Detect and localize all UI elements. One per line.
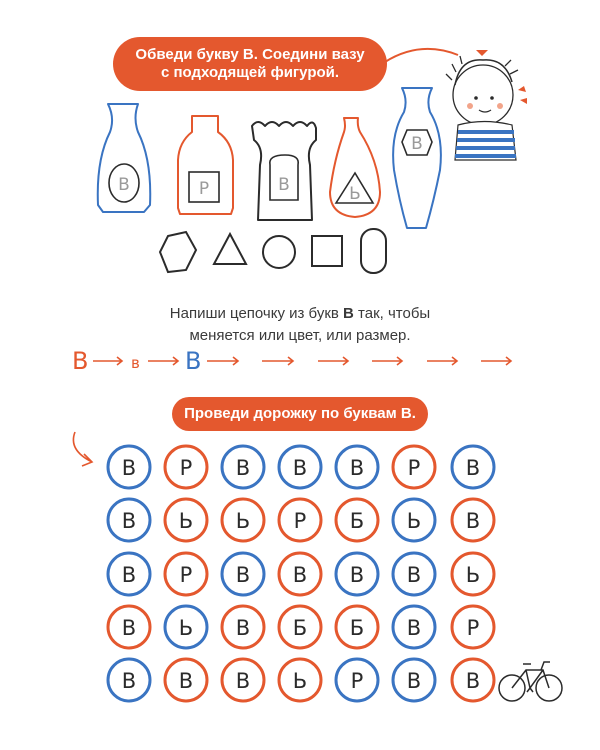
- grid-cell[interactable]: [222, 659, 264, 701]
- grid-letter: Б: [292, 616, 308, 640]
- grid-cell[interactable]: [336, 659, 378, 701]
- grid-cell[interactable]: [393, 606, 435, 648]
- task1-instruction-line2: с подходящей фигурой.: [160, 64, 340, 81]
- grid-cell[interactable]: [393, 659, 435, 701]
- grid-letter: Ь: [178, 509, 194, 533]
- chain-letter-2: в: [131, 354, 140, 372]
- grid-letter: В: [292, 456, 308, 480]
- arrow-icon: [318, 357, 348, 365]
- grid-letter: В: [121, 456, 137, 480]
- grid-cell[interactable]: [279, 446, 321, 488]
- grid-cell[interactable]: [279, 606, 321, 648]
- grid-cell[interactable]: [222, 446, 264, 488]
- grid-letter: В: [349, 563, 365, 587]
- grid-cell[interactable]: [336, 606, 378, 648]
- task2-text-before: Напиши цепочку из букв: [169, 305, 344, 322]
- grid-letter: Ь: [235, 509, 251, 533]
- grid-cell[interactable]: [165, 606, 207, 648]
- vase-3-letter: В: [278, 175, 290, 195]
- grid-cell[interactable]: [452, 553, 494, 595]
- grid-cell[interactable]: [165, 659, 207, 701]
- circle-icon[interactable]: [263, 236, 295, 268]
- arrow-icon: [372, 357, 402, 365]
- grid-cell[interactable]: [108, 499, 150, 541]
- arrow-icon: [262, 357, 293, 365]
- grid-letter: В: [235, 669, 251, 693]
- grid-cell[interactable]: [452, 606, 494, 648]
- arrow-icon: [148, 357, 178, 365]
- arrow-icon: [207, 357, 238, 365]
- grid-letter: Ь: [406, 509, 422, 533]
- start-arrow-icon: [73, 432, 92, 466]
- grid-cell[interactable]: [393, 553, 435, 595]
- grid-cell[interactable]: [452, 446, 494, 488]
- grid-cell[interactable]: [279, 499, 321, 541]
- vase-5-letter: В: [411, 134, 423, 154]
- grid-cell[interactable]: [452, 659, 494, 701]
- grid-letter: В: [235, 616, 251, 640]
- hexagon-icon[interactable]: [160, 232, 196, 272]
- grid-letter: В: [178, 669, 194, 693]
- grid-letter: В: [465, 456, 481, 480]
- girl-illustration: [446, 50, 527, 160]
- grid-letter: В: [349, 456, 365, 480]
- triangle-icon[interactable]: [214, 234, 246, 264]
- grid-cell[interactable]: [108, 606, 150, 648]
- grid-letter: В: [121, 669, 137, 693]
- oval-icon[interactable]: [361, 229, 386, 273]
- grid-cell[interactable]: [452, 499, 494, 541]
- chain-letter-1: В: [72, 347, 89, 375]
- grid-letter: В: [292, 563, 308, 587]
- grid-letter: Ь: [465, 563, 481, 587]
- letter-chain: [72, 347, 201, 375]
- task1-instruction-line1: Обведи букву В. Соедини вазу: [135, 46, 365, 63]
- grid-cell[interactable]: [165, 499, 207, 541]
- grid-cell[interactable]: [279, 659, 321, 701]
- vase-5[interactable]: [393, 88, 441, 228]
- arrow-icon: [481, 357, 511, 365]
- grid-letter: Ь: [178, 616, 194, 640]
- grid-cell[interactable]: [108, 446, 150, 488]
- vase-2[interactable]: [178, 116, 233, 214]
- grid-letter: Ь: [292, 669, 308, 693]
- grid-letter: В: [235, 563, 251, 587]
- grid-cell[interactable]: [336, 553, 378, 595]
- vase-2-letter: Р: [198, 179, 210, 199]
- bicycle-icon: [499, 662, 562, 701]
- grid-cell[interactable]: [108, 553, 150, 595]
- grid-letter: В: [465, 669, 481, 693]
- grid-cell[interactable]: [393, 499, 435, 541]
- task2-instruction-line2: меняется или цвет, или размер.: [189, 327, 411, 344]
- chain-arrows: [93, 357, 511, 365]
- vase-4[interactable]: [330, 118, 380, 217]
- grid-cell[interactable]: [336, 446, 378, 488]
- grid-letter: В: [121, 509, 137, 533]
- letter-grid: [108, 446, 494, 701]
- grid-letter: В: [121, 616, 137, 640]
- grid-cell[interactable]: [222, 606, 264, 648]
- grid-letter: Р: [407, 456, 421, 480]
- square-icon[interactable]: [312, 236, 342, 266]
- grid-letter: В: [465, 509, 481, 533]
- arrow-icon: [93, 357, 122, 365]
- grid-cell[interactable]: [222, 553, 264, 595]
- grid-cell[interactable]: [222, 499, 264, 541]
- grid-letter: В: [406, 563, 422, 587]
- grid-letter: В: [406, 669, 422, 693]
- grid-letter: Р: [466, 616, 480, 640]
- grid-letter: Б: [349, 509, 365, 533]
- chain-letter-3: В: [185, 347, 202, 375]
- vase-3[interactable]: [252, 122, 316, 220]
- vase-1[interactable]: [98, 104, 151, 212]
- grid-letter: Р: [293, 509, 307, 533]
- task3-instruction: Проведи дорожку по буквам В.: [172, 397, 428, 431]
- grid-letter: Р: [179, 456, 193, 480]
- grid-cell[interactable]: [165, 446, 207, 488]
- grid-letter: В: [235, 456, 251, 480]
- arrow-icon: [427, 357, 457, 365]
- grid-cell[interactable]: [279, 553, 321, 595]
- task2-text-after: так, чтобы: [353, 305, 431, 322]
- bubble-pointer: [385, 49, 458, 62]
- vase-1-letter: В: [118, 175, 130, 195]
- grid-letter: Р: [350, 669, 364, 693]
- grid-letter: Б: [349, 616, 365, 640]
- grid-cell[interactable]: [165, 553, 207, 595]
- grid-letter: В: [121, 563, 137, 587]
- grid-cell[interactable]: [393, 446, 435, 488]
- vase-4-letter: Ь: [349, 184, 361, 204]
- grid-cell[interactable]: [336, 499, 378, 541]
- grid-cell[interactable]: [108, 659, 150, 701]
- grid-letter: В: [406, 616, 422, 640]
- grid-letter: Р: [179, 563, 193, 587]
- task2-text-bold: В: [343, 305, 354, 322]
